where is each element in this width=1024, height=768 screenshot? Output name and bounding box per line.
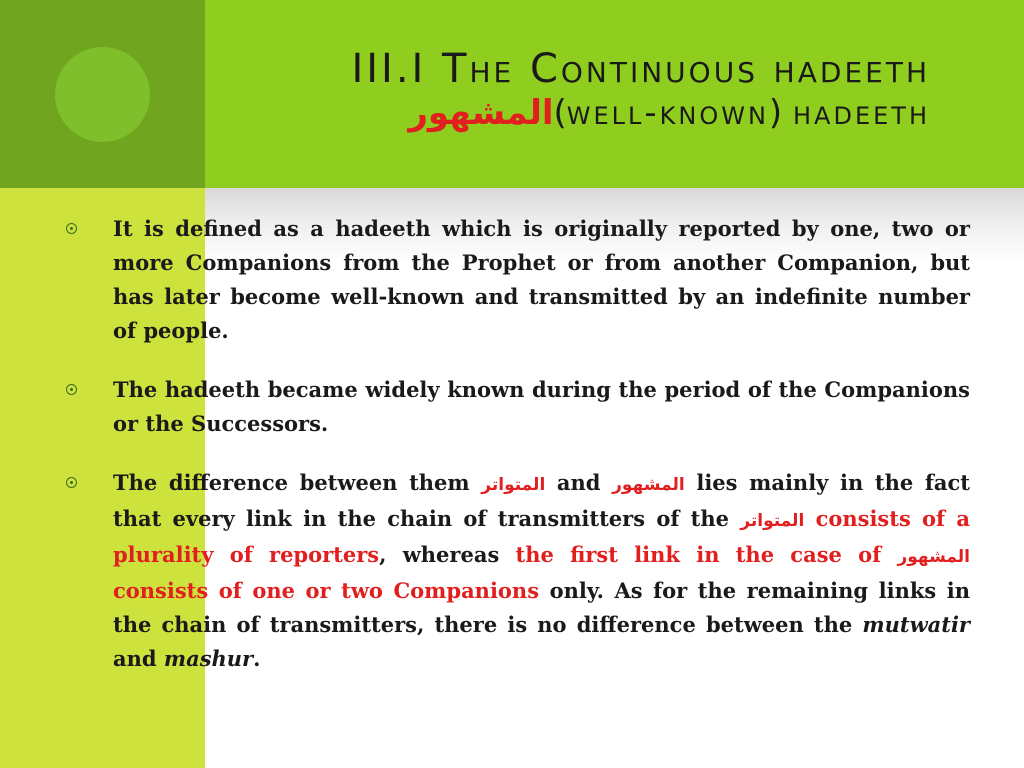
circle-dot-icon <box>66 384 77 395</box>
arabic-term-mashhur: المشهور <box>612 475 685 495</box>
bullet-item-2 <box>62 373 970 441</box>
term-mashur: mashur <box>163 646 254 671</box>
bullet-3-red-1: consists of a plurality of reporters <box>113 506 970 567</box>
bullet-3-part-6: and <box>113 646 164 671</box>
slide-title <box>195 46 930 133</box>
title-line-1: III.I The Continuous hadeeth <box>351 46 930 92</box>
bullet-3-part-4: , whereas <box>379 542 516 567</box>
bullet-3-red-3: consists of one or two Companions <box>113 578 540 603</box>
bullet-3-part-7: . <box>253 646 261 671</box>
bullet-3-red-2: the first link in the case of <box>515 542 898 567</box>
circle-dot-icon <box>66 477 77 488</box>
term-mutwatir: mutwatir <box>862 612 970 637</box>
slide-body <box>62 212 970 701</box>
bullet-text-1: It is defined as a hadeeth which is originally reported by one, two or more Companions from the Prophet or from another Companion, but has later become well-known and transmitted by an indefinite number of people. <box>113 216 970 343</box>
arabic-term-mutawatir: المتواتر <box>740 511 805 531</box>
bullet-3-part-2: and <box>545 470 613 495</box>
circle-dot-icon <box>66 223 77 234</box>
bullet-item-1 <box>62 212 970 348</box>
title-arabic-term: المشهور <box>408 93 554 133</box>
title-line-2 <box>195 94 930 133</box>
title-line-2-text: (well-known) hadeeth <box>553 93 930 133</box>
bullet-3-text <box>113 470 970 671</box>
bullet-item-3 <box>62 466 970 676</box>
bullet-3-part-5: only. As for the remaining links in the chain of transmitters, there is no difference between the <box>113 578 970 637</box>
arabic-term-mutawatir: المتواتر <box>481 475 546 495</box>
bullet-3-part-3: lies mainly in the fact that every link in the chain of transmitters of the <box>113 470 970 531</box>
arabic-term-mashhur: المشهور <box>897 547 971 567</box>
bullet-text-2: The hadeeth became widely known during the period of the Companions or the Successors. <box>113 377 970 436</box>
decorative-circle <box>55 47 150 142</box>
bullet-3-part-1: The difference between them <box>113 470 482 495</box>
